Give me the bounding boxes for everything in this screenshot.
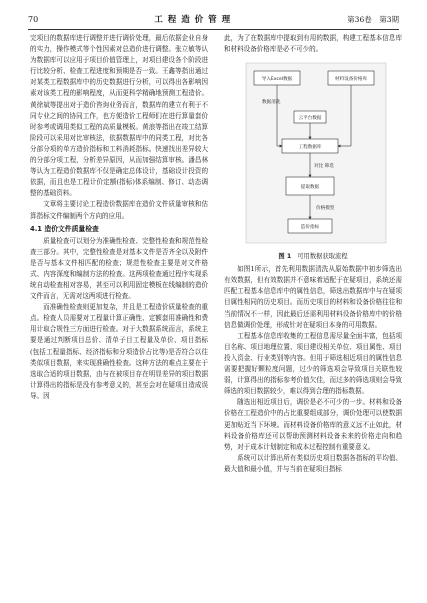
body-paragraph: 随选出相近项目后，调价是必不可少的一步。材料和设备价格在工程造价中的占比重要组成部分，调价处理可以使数据更加贴近当下环境。而材料设备价格库的意义远不止如此，材料设备价格库还可以帮助预测材料设备未来的价格走向和趋势，对于成本计划制定和成本过程控制有重要意义。 xyxy=(224,398,402,451)
flowchart-diagram xyxy=(224,59,402,249)
journal-title: 工 程 造 价 管 理 xyxy=(154,15,232,25)
cloud-data-label: 云平台数据 xyxy=(298,116,322,122)
import-excel-label: 导入Excel数据 xyxy=(261,77,293,83)
figure-caption-text: 可用数据获取流程 xyxy=(297,253,348,261)
body-paragraph: 如图1所示，首先利用数据清洗从原始数据中初步筛选出有效数据，但有效数据并不意味着适配于在疑项目，系统还需匹配工程基本信息库中的属性信息，筛选出数据库中与在疑项目属性相同的历史项目。而历史项目的材料和设备价格往往和当前情况不一样，因此最后还需利用材料设备价格库中的价格信息做调价处理，形成针对在疑项目本身的可用数据。 xyxy=(224,265,402,329)
figure-1 xyxy=(224,59,402,264)
arrow-note-label: 对比 筛选 xyxy=(314,164,334,170)
issue-label: 第36卷 第3期 xyxy=(347,14,399,24)
body-paragraph: 系统可以计算出所有类似历史项目数据各指标的平均值、最大值和最小值，并与当前在疑项目指标 xyxy=(224,453,402,473)
header-rule xyxy=(28,29,399,30)
page-number: 70 xyxy=(28,14,39,24)
material-price-label: 材料设备价格库 xyxy=(334,77,368,83)
right-column xyxy=(224,33,402,475)
clean-label: 数据清洗 xyxy=(262,100,281,106)
figure-caption xyxy=(224,251,402,262)
engineering-db-label: 工程数据库 xyxy=(298,145,322,151)
body-paragraph: 质量检查可以划分为准确性检查、完整性检查和规范性检查三部分。其中，完整性检查是对基本文件是否齐全以及附件是否与基本文件相匹配的检查；规范性检查主要是对文件格式、内容深度和编制方法的检查。这两项检查通过程序实现系统自动检查相对容易，甚至可以利用固定模板在线编制的造价文件而言，无需对这两项进行检查。 xyxy=(30,236,208,301)
body-paragraph: 工程基本信息库收集的工程信息需尽量全面丰富，包括项目名称、项目地理位置、项目建设相关单位、项目属性、项目投入资金、行业类别等内容。但用于筛选相近项目的属性信息需要把握好颗粒度问题，过少的筛选项会导致项目关联性较弱，计算得出的指标参考价值欠佳，而过多的筛选项则会导致筛选的项目数据较少，难以得到合理的指标数据。 xyxy=(224,331,402,396)
left-column xyxy=(30,33,208,402)
body-paragraph: 完项目的数据库进行调整并进行调价处理，最后依据企业自身的实力，操作模式等个性因素对总造价进行调整。张立敏等认为数据库可以应用于项目价值管理上，对项目建设各个阶段进行比较分析、检查工程进度和预期是否一致。王鑫等指出通过对某类工程数据库中的历史数据进行分析，可以得出各影响因素对该类工程的影响程度，从而更科学精确地预测工程造价。黄徐斌等提出对于造价咨询业务而言，数据库的建立有利于不同专业之间的协同工作，也方便造价工程师们在进行算量套价时参考或调用类似工程的高质量模板。黄浪等指出在竣工结算阶段可以采用对比审核法，依据数据库中的同类工程，对比各分部分项的单方造价指标和工料消耗指标。快速找出差异较大的分部分项工程，分析差异原因，从而加强结算审核。潘昌林等认为工程造价数据库不仅是确定总体设计，基础设计投资的依据，而且也是工程计价定额(指标)体系编制、修订、动态调整的基础资料。 xyxy=(30,34,208,198)
price-model-label: 价格模型 xyxy=(316,206,335,212)
body-paragraph: 此，为了在数据库中提取到有用的数据，构建工程基本信息库和材料设备价格库是必不可少的。 xyxy=(224,34,402,54)
section-heading: 4.1 造价文件质量检查 xyxy=(30,224,99,233)
figure-caption-number: 图 1 xyxy=(278,253,292,261)
body-paragraph: 而准确性检查则更加复杂，并且是工程造价质量检查的重点。检查人员需要对工程量计算正确性、定额套用准确性和费用计取合规性三方面进行检查。对于大数据系统而言，系统主要是通过判断项目总价、清单子目工程量及单价、项目指标(包括工程量指标、经济指标和分项造价占比等)是否符合以往类似项目数据，来实现准确性检查。这种方法的难点主要在于选取合适的项目数据，由与在被项目存在明显差异的项目数据计算得出的指标是没有参考意义的，甚至会对在疑项目造成误导。因 xyxy=(30,303,208,400)
index-db-label: 造价指标 xyxy=(300,225,320,231)
body-paragraph: 文章将主要讨论工程造价数据库在造价文件质量审核和估算指标文件编制两个方向的应用。 xyxy=(30,200,208,220)
extract-data-label: 提取数据 xyxy=(300,185,320,191)
page-header xyxy=(28,10,399,28)
